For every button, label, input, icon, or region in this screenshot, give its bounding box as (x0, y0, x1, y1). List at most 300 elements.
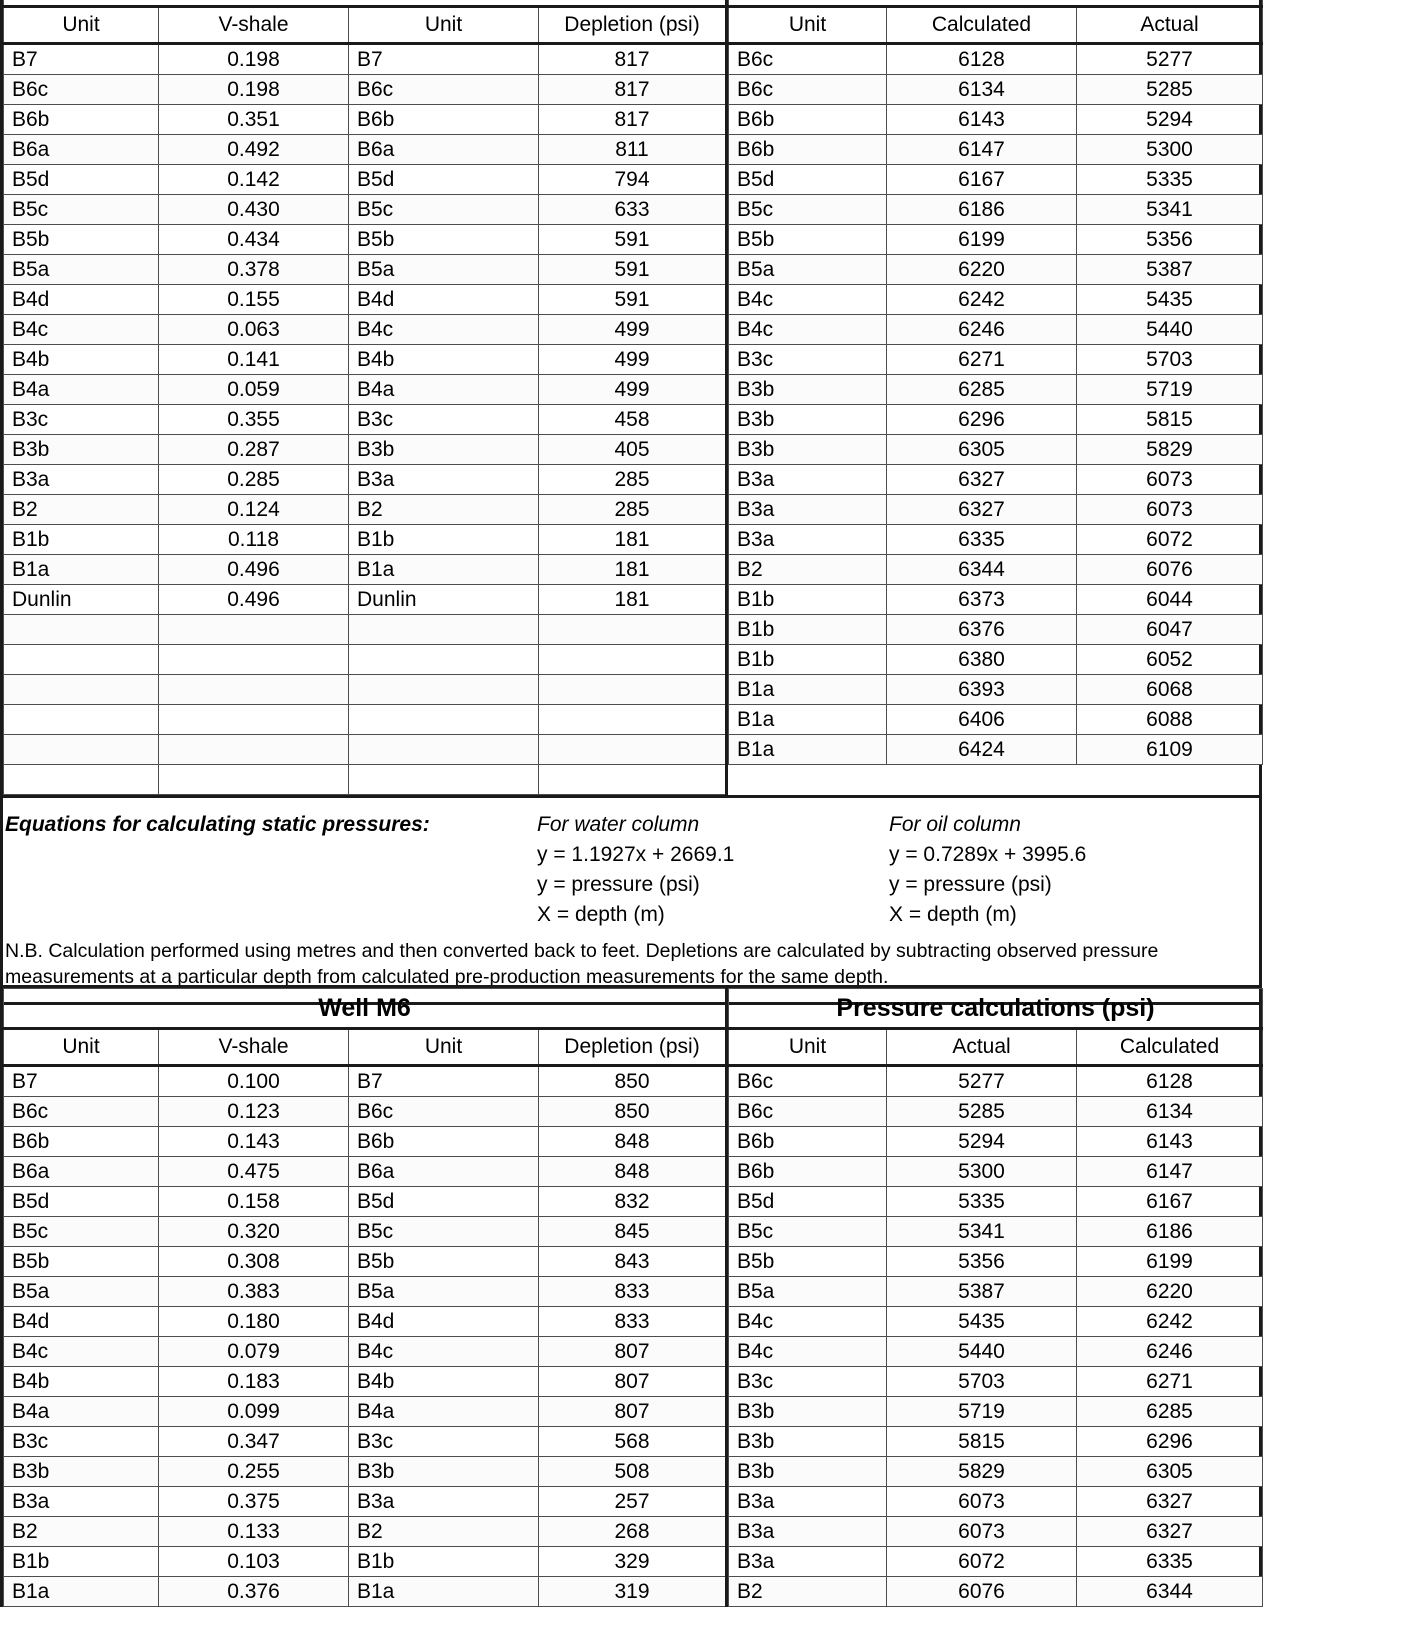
table-cell: B5d (4, 1187, 159, 1217)
table-cell: B5b (4, 225, 159, 255)
table-row (729, 1247, 1263, 1277)
table-cell: B7 (349, 1066, 539, 1097)
table-row (729, 1337, 1263, 1367)
table-cell: 5356 (1077, 225, 1263, 255)
table-cell: B6b (729, 1127, 887, 1157)
table-cell: 499 (539, 345, 726, 375)
table-cell: 843 (539, 1247, 726, 1277)
table-cell: B4b (4, 345, 159, 375)
table-cell: 5300 (1077, 135, 1263, 165)
table-cell: 0.355 (159, 405, 349, 435)
table-cell: 285 (539, 465, 726, 495)
table-cell (4, 765, 159, 795)
table-cell: 5719 (887, 1397, 1077, 1427)
table-cell: 0.142 (159, 165, 349, 195)
table-cell: B6b (729, 105, 887, 135)
table-row (4, 435, 726, 465)
well-m5-right-header-row (729, 7, 1263, 44)
table-cell: 6335 (887, 525, 1077, 555)
table-row (729, 75, 1263, 105)
table-cell: B6c (349, 1097, 539, 1127)
table-cell: 591 (539, 285, 726, 315)
table-row (4, 675, 726, 705)
table-cell: 0.099 (159, 1397, 349, 1427)
table-cell: 5435 (1077, 285, 1263, 315)
table-row (4, 1307, 726, 1337)
table-cell: 0.183 (159, 1367, 349, 1397)
table-cell (539, 645, 726, 675)
table-cell: 6376 (887, 615, 1077, 645)
table-cell: B1b (4, 525, 159, 555)
table-cell: B2 (729, 555, 887, 585)
table-cell: B3a (4, 465, 159, 495)
table-cell: 6147 (1077, 1157, 1263, 1187)
table-cell (159, 615, 349, 645)
table-cell: 0.475 (159, 1157, 349, 1187)
well-m6-left-column-header-4: Depletion (psi) (539, 1029, 726, 1066)
table-cell: 6076 (887, 1577, 1077, 1607)
table-row (4, 255, 726, 285)
table-cell (349, 645, 539, 675)
table-cell: B3b (349, 435, 539, 465)
table-cell: B3a (729, 525, 887, 555)
table-row (4, 525, 726, 555)
table-row (4, 135, 726, 165)
table-cell: B4a (4, 1397, 159, 1427)
table-cell: B1a (729, 675, 887, 705)
table-cell: 807 (539, 1367, 726, 1397)
table-row (729, 1517, 1263, 1547)
table-cell: 0.375 (159, 1487, 349, 1517)
table-row (4, 315, 726, 345)
table-cell: B3a (729, 495, 887, 525)
table-cell: B3c (729, 1367, 887, 1397)
table-row (729, 195, 1263, 225)
table-cell: B3b (729, 1427, 887, 1457)
table-cell: 499 (539, 375, 726, 405)
table-cell: B5c (729, 195, 887, 225)
table-cell: B3c (4, 1427, 159, 1457)
table-cell: B1b (4, 1547, 159, 1577)
table-row (729, 1277, 1263, 1307)
table-cell (159, 735, 349, 765)
table-cell: 6199 (887, 225, 1077, 255)
table-cell: 6047 (1077, 615, 1263, 645)
table-cell: 5285 (887, 1097, 1077, 1127)
table-cell: B4c (729, 1337, 887, 1367)
table-cell: B7 (4, 44, 159, 75)
table-row (4, 615, 726, 645)
table-cell: 0.255 (159, 1457, 349, 1487)
table-row (729, 1487, 1263, 1517)
table-cell: 6305 (1077, 1457, 1263, 1487)
table-cell: 268 (539, 1517, 726, 1547)
table-cell: B5a (729, 1277, 887, 1307)
table-cell (4, 705, 159, 735)
table-row (729, 525, 1263, 555)
table-row (4, 1157, 726, 1187)
table-cell: 5719 (1077, 375, 1263, 405)
table-cell: B4d (349, 1307, 539, 1337)
table-cell: 807 (539, 1337, 726, 1367)
table-cell: B6b (349, 1127, 539, 1157)
table-cell: B5c (349, 1217, 539, 1247)
table-cell: B1a (729, 705, 887, 735)
table-cell: 5440 (887, 1337, 1077, 1367)
table-cell: B2 (729, 1577, 887, 1607)
table-cell: 6186 (887, 195, 1077, 225)
table-cell: 6285 (887, 375, 1077, 405)
table-cell: 0.180 (159, 1307, 349, 1337)
table-cell (349, 615, 539, 645)
well-m5-left-column-header-3: Unit (349, 7, 539, 44)
table-cell: B3c (349, 405, 539, 435)
table-cell: 6271 (1077, 1367, 1263, 1397)
table-row (4, 405, 726, 435)
table-row (729, 44, 1263, 75)
table-cell: 0.308 (159, 1247, 349, 1277)
note-line-1: N.B. Calculation performed using metres and then converted back to feet. Depletions are calculated by subtracting observed pressure (5, 940, 1159, 962)
table-cell: 6246 (1077, 1337, 1263, 1367)
table-row (4, 1397, 726, 1427)
table-cell: 6344 (1077, 1577, 1263, 1607)
well-m6-left-column-header-1: Unit (4, 1029, 159, 1066)
table-cell: B5a (4, 255, 159, 285)
table-cell (539, 765, 726, 795)
table-cell: 5829 (887, 1457, 1077, 1487)
table-row (4, 645, 726, 675)
well-m6-left-pane (3, 988, 725, 1607)
table-row (4, 1217, 726, 1247)
well-m6-right-title: Pressure calculations (psi) (729, 989, 1263, 1029)
table-cell: 0.118 (159, 525, 349, 555)
table-cell: B6a (4, 135, 159, 165)
table-cell: B4c (729, 285, 887, 315)
table-cell: 329 (539, 1547, 726, 1577)
table-row (4, 75, 726, 105)
water-column-y-def: y = pressure (psi) (537, 873, 700, 896)
table-cell: 0.143 (159, 1127, 349, 1157)
table-cell: 6296 (887, 405, 1077, 435)
note-line-2: measurements at a particular depth from calculated pre-production measurements for the same depth. (5, 966, 889, 988)
well-m5-right-column-header-2: Calculated (887, 7, 1077, 44)
table-cell: B3c (349, 1427, 539, 1457)
table-cell: B6b (349, 105, 539, 135)
well-m5-right-column-header-3: Actual (1077, 7, 1263, 44)
table-cell: 6199 (1077, 1247, 1263, 1277)
table-row (4, 1127, 726, 1157)
table-cell: 319 (539, 1577, 726, 1607)
table-cell: B4c (349, 315, 539, 345)
well-m6-right-title-row (729, 989, 1263, 1029)
table-cell: 848 (539, 1157, 726, 1187)
table-cell: B1b (729, 645, 887, 675)
table-cell: 6424 (887, 735, 1077, 765)
table-cell: 833 (539, 1277, 726, 1307)
table-cell: B2 (349, 495, 539, 525)
table-cell: 5387 (1077, 255, 1263, 285)
table-cell (539, 615, 726, 645)
table-cell: 5703 (1077, 345, 1263, 375)
table-cell: B1b (729, 615, 887, 645)
table-row (4, 705, 726, 735)
table-cell: B6b (4, 105, 159, 135)
table-cell: 6271 (887, 345, 1077, 375)
table-cell: B5d (349, 165, 539, 195)
table-cell: B4b (4, 1367, 159, 1397)
table-row (729, 585, 1263, 615)
well-m6-left-column-header-2: V-shale (159, 1029, 349, 1066)
table-cell: B4c (4, 1337, 159, 1367)
table-cell: 5815 (887, 1427, 1077, 1457)
table-row (4, 285, 726, 315)
table-cell: 6143 (887, 105, 1077, 135)
table-cell: 0.124 (159, 495, 349, 525)
table-cell: 6335 (1077, 1547, 1263, 1577)
well-m6-right-table (728, 988, 1263, 1607)
table-cell: 6128 (887, 44, 1077, 75)
oil-column-equations (889, 810, 1241, 930)
table-row (729, 405, 1263, 435)
well-m6-left-column-header-3: Unit (349, 1029, 539, 1066)
table-cell: 850 (539, 1066, 726, 1097)
table-cell: 6143 (1077, 1127, 1263, 1157)
table-cell: 5356 (887, 1247, 1077, 1277)
table-cell (349, 765, 539, 795)
water-column-x-def: X = depth (m) (537, 903, 665, 926)
table-cell: 817 (539, 44, 726, 75)
table-cell: B2 (4, 1517, 159, 1547)
table-cell: 5277 (887, 1066, 1077, 1097)
table-cell: 6167 (887, 165, 1077, 195)
table-cell: B4c (729, 315, 887, 345)
table-row (729, 1367, 1263, 1397)
table-row (729, 705, 1263, 735)
table-cell: 0.434 (159, 225, 349, 255)
table-cell: B4c (4, 315, 159, 345)
table-cell: 6088 (1077, 705, 1263, 735)
well-m6-clip-region (0, 985, 1275, 1630)
table-cell: 405 (539, 435, 726, 465)
table-cell: B3a (729, 1487, 887, 1517)
table-cell: B6c (4, 1097, 159, 1127)
table-cell: B6a (4, 1157, 159, 1187)
table-cell: B6c (729, 1066, 887, 1097)
table-cell: B4a (349, 1397, 539, 1427)
table-cell: 6246 (887, 315, 1077, 345)
table-cell: 6344 (887, 555, 1077, 585)
equations-lead-label: Equations for calculating static pressures: (5, 813, 430, 836)
table-cell: 0.141 (159, 345, 349, 375)
table-cell: 6285 (1077, 1397, 1263, 1427)
table-cell: 458 (539, 405, 726, 435)
table-row (4, 1066, 726, 1097)
table-row (729, 645, 1263, 675)
table-cell: B3b (729, 375, 887, 405)
table-cell: 848 (539, 1127, 726, 1157)
well-m5-right-column-header-1: Unit (729, 7, 887, 44)
table-cell: 6380 (887, 645, 1077, 675)
table-row (4, 1247, 726, 1277)
table-cell: 6393 (887, 675, 1077, 705)
table-cell (4, 615, 159, 645)
table-row (729, 615, 1263, 645)
table-cell: B4a (349, 375, 539, 405)
table-cell: B1a (4, 555, 159, 585)
table-cell: B5d (4, 165, 159, 195)
table-cell: B6b (729, 1157, 887, 1187)
well-m5-right-pane (725, 0, 1259, 795)
table-cell: B3a (729, 1547, 887, 1577)
table-cell: B6c (729, 1097, 887, 1127)
well-m6-table-block (0, 985, 1262, 1607)
well-m6-left-table (3, 988, 726, 1607)
table-row (729, 1577, 1263, 1607)
table-cell: 5294 (1077, 105, 1263, 135)
table-cell: 850 (539, 1097, 726, 1127)
table-cell (4, 735, 159, 765)
table-cell: 5335 (887, 1187, 1077, 1217)
table-cell: 6134 (1077, 1097, 1263, 1127)
table-cell (349, 705, 539, 735)
table-cell: 5294 (887, 1127, 1077, 1157)
table-row (729, 555, 1263, 585)
well-m6-right-header-row (729, 1029, 1263, 1066)
table-cell: 0.198 (159, 75, 349, 105)
table-cell: 6406 (887, 705, 1077, 735)
table-cell: 5387 (887, 1277, 1077, 1307)
well-m6-left-header-row (4, 1029, 726, 1066)
well-m6-right-column-header-1: Unit (729, 1029, 887, 1066)
table-row (729, 1397, 1263, 1427)
table-cell: B4c (729, 1307, 887, 1337)
well-m5-left-header-row (4, 7, 726, 44)
table-cell: 6073 (887, 1487, 1077, 1517)
table-cell: 5277 (1077, 44, 1263, 75)
table-cell: 811 (539, 135, 726, 165)
well-m6-right-pane (725, 988, 1259, 1607)
table-cell: 0.123 (159, 1097, 349, 1127)
table-cell: B5b (4, 1247, 159, 1277)
table-cell: 832 (539, 1187, 726, 1217)
table-cell: 0.347 (159, 1427, 349, 1457)
well-m5-left-column-header-4: Depletion (psi) (539, 7, 726, 44)
table-cell: 817 (539, 75, 726, 105)
table-row (729, 435, 1263, 465)
table-row (729, 495, 1263, 525)
table-cell: 833 (539, 1307, 726, 1337)
table-cell (349, 675, 539, 705)
table-cell: 0.496 (159, 555, 349, 585)
table-row (4, 765, 726, 795)
table-cell: 0.496 (159, 585, 349, 615)
water-column-formula: y = 1.1927x + 2669.1 (537, 843, 735, 866)
table-row (4, 1277, 726, 1307)
table-cell: 6327 (1077, 1487, 1263, 1517)
table-row (729, 1097, 1263, 1127)
table-row (729, 315, 1263, 345)
table-row (729, 1427, 1263, 1457)
table-row (4, 1337, 726, 1367)
table-cell: 6167 (1077, 1187, 1263, 1217)
table-cell: 257 (539, 1487, 726, 1517)
table-row (4, 735, 726, 765)
table-cell: 6327 (887, 495, 1077, 525)
table-cell: 6072 (1077, 525, 1263, 555)
table-row (4, 1187, 726, 1217)
table-cell: 0.492 (159, 135, 349, 165)
oil-column-heading: For oil column (889, 813, 1021, 836)
table-row (729, 345, 1263, 375)
table-row (729, 675, 1263, 705)
table-cell: 6327 (1077, 1517, 1263, 1547)
table-row (729, 1217, 1263, 1247)
table-row (4, 1427, 726, 1457)
table-cell: B5b (729, 1247, 887, 1277)
table-cell: B4c (349, 1337, 539, 1367)
table-cell: 5300 (887, 1157, 1077, 1187)
table-row (4, 105, 726, 135)
table-cell: 6052 (1077, 645, 1263, 675)
table-cell: B4d (4, 1307, 159, 1337)
table-row (4, 465, 726, 495)
table-cell: B2 (349, 1517, 539, 1547)
table-row (4, 495, 726, 525)
table-cell: B3a (729, 465, 887, 495)
table-row (4, 1517, 726, 1547)
table-cell: 0.198 (159, 44, 349, 75)
oil-column-y-def: y = pressure (psi) (889, 873, 1052, 896)
table-cell: B3b (729, 1457, 887, 1487)
table-row (729, 1547, 1263, 1577)
table-cell: 845 (539, 1217, 726, 1247)
table-cell: 633 (539, 195, 726, 225)
table-cell: B1b (349, 1547, 539, 1577)
table-cell (159, 645, 349, 675)
table-cell: 0.155 (159, 285, 349, 315)
table-cell: 5435 (887, 1307, 1077, 1337)
table-row (4, 585, 726, 615)
table-cell: 6128 (1077, 1066, 1263, 1097)
table-cell: B3a (349, 1487, 539, 1517)
well-m6-left-title-row (4, 989, 726, 1029)
table-cell: B3c (729, 345, 887, 375)
table-cell (539, 735, 726, 765)
table-cell: B6c (349, 75, 539, 105)
well-m5-left-column-header-2: V-shale (159, 7, 349, 44)
table-cell: B1a (729, 735, 887, 765)
table-cell: 0.351 (159, 105, 349, 135)
table-cell: 0.158 (159, 1187, 349, 1217)
table-cell (4, 675, 159, 705)
table-cell: B6c (729, 44, 887, 75)
table-cell: 6242 (887, 285, 1077, 315)
table-cell: 5440 (1077, 315, 1263, 345)
well-m6-right-column-header-3: Calculated (1077, 1029, 1263, 1066)
table-row (4, 1547, 726, 1577)
table-cell: B5a (349, 255, 539, 285)
table-row (729, 1157, 1263, 1187)
table-row (4, 1097, 726, 1127)
table-cell: 6073 (1077, 465, 1263, 495)
table-cell: 6109 (1077, 735, 1263, 765)
table-cell: B5c (4, 195, 159, 225)
table-cell: B3a (729, 1517, 887, 1547)
table-row (4, 44, 726, 75)
table-cell: B4b (349, 345, 539, 375)
table-row (4, 1577, 726, 1607)
table-cell: B4d (349, 285, 539, 315)
